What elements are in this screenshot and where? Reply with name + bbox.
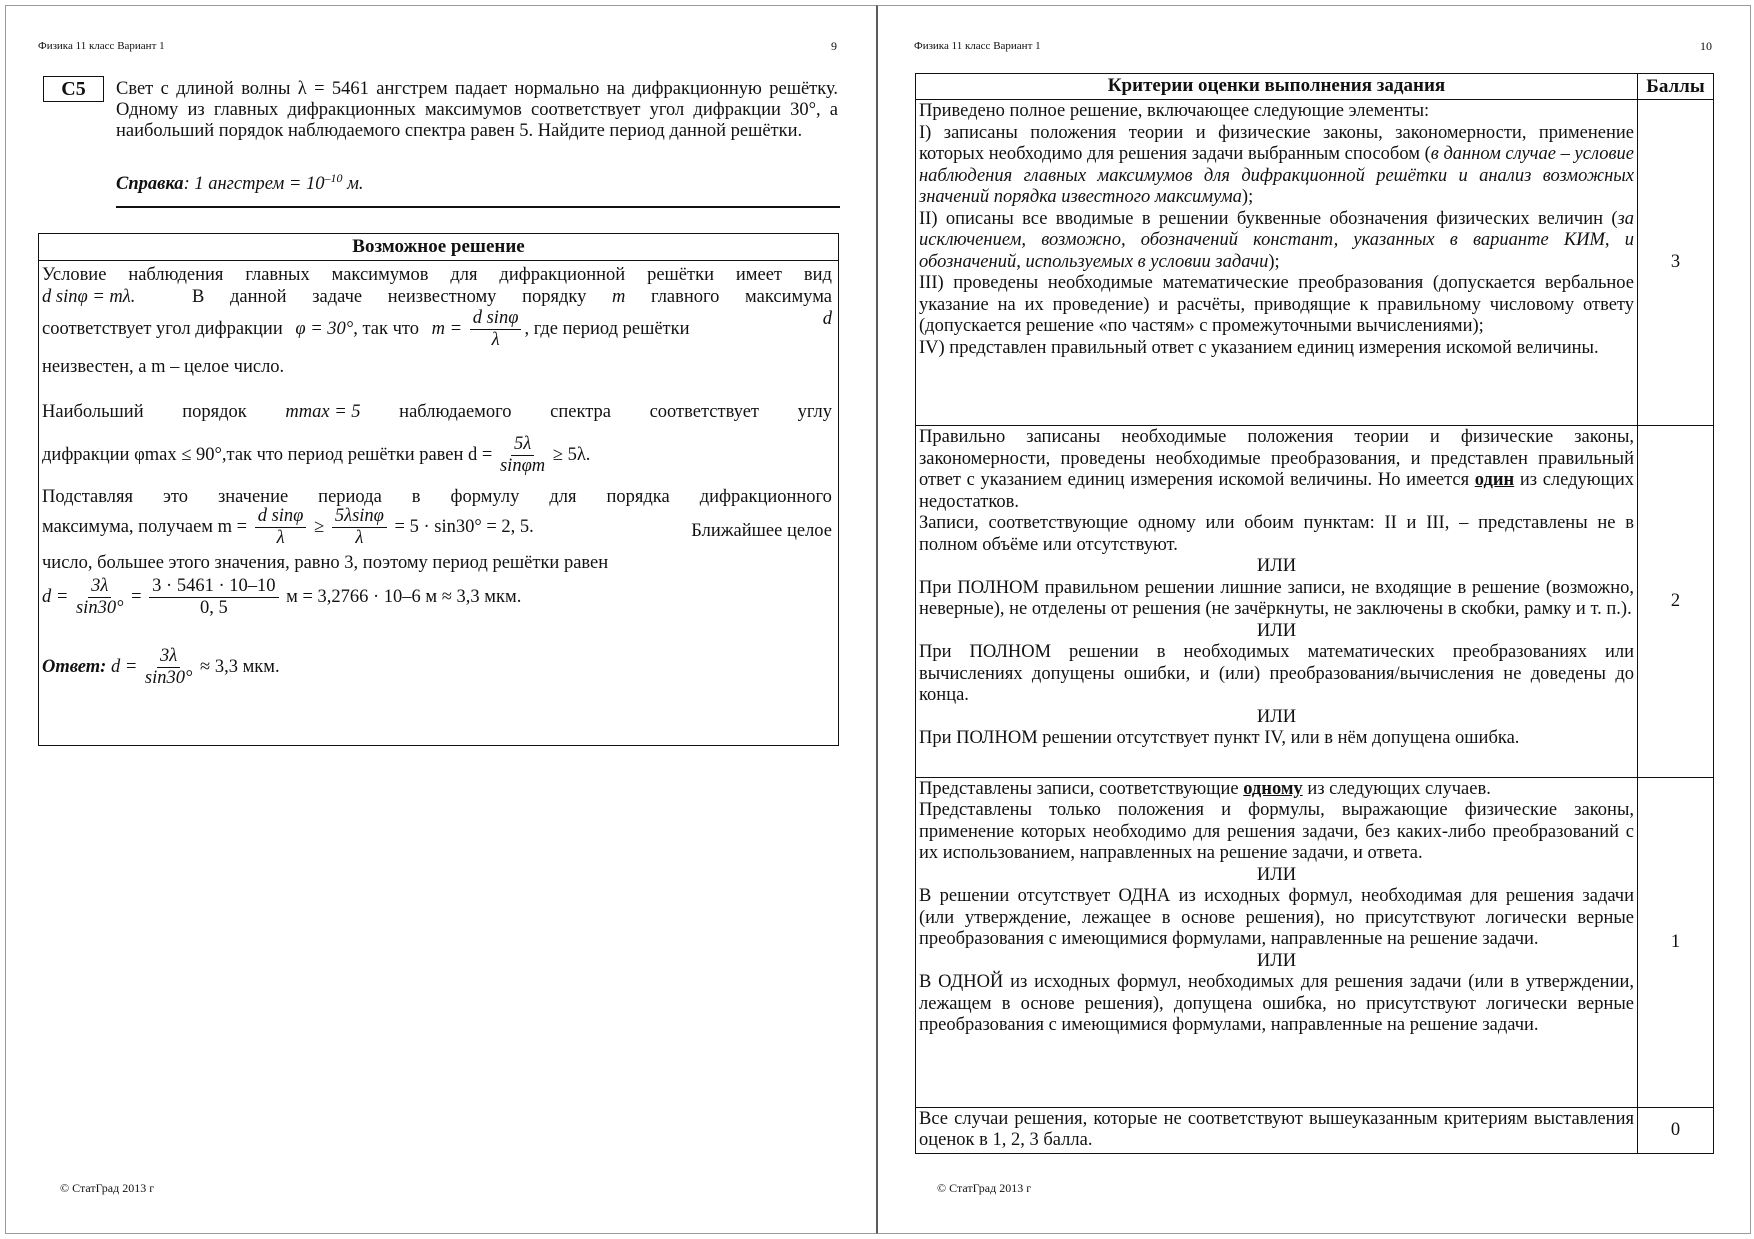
crit1-p3: В решении отсутствует ОДНА из исходных формул, необходимая для решения задачи (или утверждение, лежащее в основе решения), но присутствуют логически верные преобразования с имеющимися формулами, направленные на решение задачи. xyxy=(919,886,1634,950)
table-row xyxy=(916,100,1714,426)
l8-num2: 5λsinφ xyxy=(332,507,387,528)
l10-eq: = xyxy=(131,587,142,608)
l2-word: порядку xyxy=(522,287,587,307)
l10-d: d = xyxy=(42,587,69,608)
l2-word: максимума xyxy=(745,287,832,307)
l8-den2: λ xyxy=(355,528,364,549)
l5-word: углу xyxy=(797,402,832,422)
l2-word: m xyxy=(612,287,626,307)
l3-m: m = xyxy=(431,319,463,340)
l5-word: соответствует xyxy=(649,402,759,422)
crit3-p3-text: II) описаны все вводимые в решении буквенные обозначения физических величин ( xyxy=(919,208,1618,229)
reference-text: : 1 ангстрем = 10 xyxy=(183,174,325,195)
solution-title: Возможное решение xyxy=(39,234,838,261)
points-cell-1: 1 xyxy=(1638,777,1714,1107)
l1-word: дифракционной xyxy=(499,265,626,285)
solution-line-3 xyxy=(42,309,832,351)
points-column-header: Баллы xyxy=(1638,74,1714,100)
crit2-or-2: ИЛИ xyxy=(1256,620,1297,641)
grating-formula: d sinφ = mλ. xyxy=(42,287,136,307)
l7-word: Подставляя xyxy=(42,487,133,507)
l6-den: sinφm xyxy=(499,456,546,477)
l1-word: вид xyxy=(803,265,832,285)
l5-word: порядок xyxy=(182,402,247,422)
crit1-p4: В ОДНОЙ из исходных формул, необходимых для решения задачи (или в утверждении, лежащем в основе решения), допущена ошибка, но присутствуют логически верные преобразования с имеющимися формулами, направленные на решение задачи. xyxy=(919,972,1634,1036)
l10-fraction-2 xyxy=(149,577,278,619)
crit1-or-2: ИЛИ xyxy=(1256,950,1297,971)
crit2-p4: При ПОЛНОМ решении в необходимых математических преобразованиях или вычислениях допущены ошибки, и (или) преобразования/вычисления не доведены до конца. xyxy=(919,642,1634,706)
l1-word: главных xyxy=(245,265,310,285)
l1-word: максимумов xyxy=(331,265,429,285)
points-cell-3: 3 xyxy=(1638,100,1714,426)
l7-word: в xyxy=(411,487,421,507)
answer-num: 3λ xyxy=(157,647,180,668)
l1-word: наблюдения xyxy=(128,265,224,285)
l3-d: d xyxy=(822,309,832,329)
solution-line-9: число, большее этого значения, равно 3, поэтому период решётки равен xyxy=(42,553,609,573)
criteria-column-header: Критерии оценки выполнения задания xyxy=(916,74,1638,100)
reference-unit: м. xyxy=(342,174,364,195)
l7-word: формулу xyxy=(450,487,520,507)
task-divider xyxy=(116,206,840,208)
crit2-p5: При ПОЛНОМ решении отсутствует пункт IV, или в нём допущена ошибка. xyxy=(919,728,1520,749)
l3-num: d sinφ xyxy=(470,309,522,330)
l5-word: спектра xyxy=(550,402,611,422)
l8-fraction-1 xyxy=(255,507,307,549)
l2-word: задаче xyxy=(312,287,363,307)
crit1-p1b: из следующих случаев. xyxy=(1302,778,1491,799)
crit3-p3 xyxy=(919,209,1634,274)
l1-word: имеет xyxy=(735,265,782,285)
crit2-p3: При ПОЛНОМ правильном решении лишние записи, не входящие в решение (возможно, неверные), не отделены от решения (не зачёркнуты, не заключены в скобки, рамку и т. п.). xyxy=(919,577,1634,620)
solution-line-5 xyxy=(42,402,832,423)
l3-text-a: соответствует угол дифракции xyxy=(42,319,283,340)
crit2-or-3: ИЛИ xyxy=(1256,706,1297,727)
crit2-p1 xyxy=(919,427,1634,513)
criteria-cell-0: Все случаи решения, которые не соответствуют вышеуказанным критериям выставления оценок в 1, 2, 3 балла. xyxy=(916,1107,1638,1153)
table-row xyxy=(916,426,1714,777)
l7-word: порядка xyxy=(606,487,670,507)
table-row xyxy=(916,1107,1714,1153)
l10-den2: 0, 5 xyxy=(199,598,228,619)
answer-line xyxy=(42,647,832,689)
crit2-p2: Записи, соответствующие одному или обоим пунктам: II и III, – представлены не в полном объёме или отсутствуют. xyxy=(919,513,1634,555)
l3-fraction xyxy=(470,309,522,351)
l10-fraction-1 xyxy=(76,577,124,619)
answer-den: sin30° xyxy=(144,668,193,689)
solution-line-7 xyxy=(42,487,832,508)
criteria-table xyxy=(915,73,1714,1154)
l3-den: λ xyxy=(491,330,500,351)
l5-word: Наибольший xyxy=(42,402,144,422)
points-cell-0: 0 xyxy=(1638,1107,1714,1153)
left-page-header: Физика 11 класс Вариант 1 xyxy=(38,40,165,52)
crit3-p1: Приведено полное решение, включающее следующие элементы: xyxy=(919,101,1430,122)
solution-line-2 xyxy=(42,287,832,308)
l5-word: наблюдаемого xyxy=(399,402,512,422)
table-header-row xyxy=(916,74,1714,100)
crit1-emphasis: одному xyxy=(1243,778,1303,799)
solution-line-10 xyxy=(42,577,832,619)
l8-text-a: максимума, получаем m = xyxy=(42,517,248,538)
crit3-p2-text: I) записаны положения теории и физические законы, закономерности, применение которых необходимо для решения задачи выбранным способом ( xyxy=(919,122,1634,165)
l1-word: для xyxy=(450,265,478,285)
answer-fraction xyxy=(145,647,193,689)
l8-den1: λ xyxy=(276,528,285,549)
task-text: Свет с длиной волны λ = 5461 ангстрем падает нормально на дифракционную решётку. Одному из главных дифракционных максимумов соответствует угол дифракции 30°, а наибольший порядок наблюдаемого спектра равен 5. Найдите период данной решётки. xyxy=(116,79,838,141)
crit3-p3-italic: за исключением, возможно, обозначений констант, указанных в варианте КИМ, и обозначений, используемых в условии задачи xyxy=(919,208,1634,272)
solution-line-1 xyxy=(42,265,832,286)
solution-box xyxy=(38,233,839,746)
crit2-or-1: ИЛИ xyxy=(1256,556,1297,577)
crit3-p2-italic: в данном случае – условие наблюдения главных максимумов для дифракционной решётки и анализ возможных значений порядка известного максимума xyxy=(919,144,1634,208)
l7-word: это xyxy=(162,487,188,507)
task-reference xyxy=(116,171,364,195)
crit1-p1 xyxy=(919,779,1634,801)
reference-exponent: –10 xyxy=(324,171,343,185)
crit1-or-1: ИЛИ xyxy=(1256,864,1297,885)
left-page-footer: © СтатГрад 2013 г xyxy=(60,1181,155,1195)
crit3-p4: III) проведены необходимые математические преобразования (допускается вербальное указание на их проведение) и расчёты, приводящие к правильному числовому ответу (допускается решение «по частям» с промежуточными вычислениями); xyxy=(919,273,1634,337)
crit2-emphasis: один xyxy=(1474,470,1515,491)
left-page-number: 9 xyxy=(831,39,837,53)
l10-num1: 3λ xyxy=(88,577,111,598)
task-label: C5 xyxy=(43,76,104,102)
criteria-cell-1 xyxy=(916,777,1638,1107)
criteria-cell-2 xyxy=(916,426,1638,777)
l8-text-c: Ближайшее целое xyxy=(691,521,832,541)
l10-text-b: м = 3,2766 · 10–6 м ≈ 3,3 мкм. xyxy=(286,587,522,608)
l1-word: решётки xyxy=(647,265,714,285)
crit3-p5: IV) представлен правильный ответ с указанием единиц измерения искомой величины. xyxy=(919,337,1599,358)
solution-line-8 xyxy=(42,507,832,549)
points-cell-2: 2 xyxy=(1638,426,1714,777)
answer-value: ≈ 3,3 мкм. xyxy=(200,657,280,678)
crit2-p1b: из следующих недостатков. xyxy=(919,470,1634,512)
crit3-p2 xyxy=(919,123,1634,209)
crit3-p3-end: ); xyxy=(1268,251,1280,272)
crit3-p2-end: ); xyxy=(1241,187,1254,208)
l6-num: 5λ xyxy=(511,435,534,456)
l7-word: периода xyxy=(318,487,382,507)
l3-text-b: , так что xyxy=(353,319,419,340)
l6-text-b: ≥ 5λ. xyxy=(552,445,591,466)
l6-text-a: дифракции φmax ≤ 90°,так что период решётки равен d = xyxy=(42,445,493,466)
right-page-header: Физика 11 класс Вариант 1 xyxy=(914,40,1041,52)
l1-word: Условие xyxy=(42,265,107,285)
l7-word: для xyxy=(549,487,577,507)
l7-word: значение xyxy=(217,487,289,507)
l5-word: mmax = 5 xyxy=(285,402,361,422)
l2-word: неизвестному xyxy=(387,287,497,307)
l2-word: главного xyxy=(651,287,720,307)
right-page-footer: © СтатГрад 2013 г xyxy=(937,1181,1032,1195)
l8-fraction-2 xyxy=(332,507,387,549)
l10-num2: 3 · 5461 · 10–10 xyxy=(149,577,278,598)
l8-text-b: = 5 · sin30° = 2, 5. xyxy=(394,517,534,538)
crit2-p1a: Правильно записаны необходимые положения теории и физические законы, закономерности, проведены необходимые преобразования, и представлен правильный ответ с указанием единиц измерения искомой величины. Но имеется xyxy=(919,427,1634,491)
table-row xyxy=(916,777,1714,1107)
crit1-p2: Представлены только положения и формулы, выражающие физические законы, применение которых необходимо для решения задачи, без каких-либо преобразований с их использованием, направленных на решение задачи, и ответа. xyxy=(919,800,1634,864)
l3-text-c: , где период решётки xyxy=(524,319,690,340)
answer-label: Ответ: xyxy=(42,657,107,678)
l2-word: В xyxy=(192,287,205,307)
answer-d: d = xyxy=(110,657,138,678)
l3-phi: φ = 30° xyxy=(295,319,354,340)
solution-line-4: неизвестен, а m – целое число. xyxy=(42,357,285,377)
criteria-cell-3 xyxy=(916,100,1638,426)
l7-word: дифракционного xyxy=(699,487,832,507)
reference-label: Справка xyxy=(116,174,184,195)
l6-fraction xyxy=(500,435,545,477)
l2-word: данной xyxy=(229,287,287,307)
solution-line-6 xyxy=(42,435,832,477)
l8-ge: ≥ xyxy=(314,517,325,538)
right-page-number: 10 xyxy=(1700,39,1712,53)
l8-num1: d sinφ xyxy=(255,507,307,528)
l10-den1: sin30° xyxy=(75,598,124,619)
crit1-p1a: Представлены записи, соответствующие xyxy=(919,778,1244,799)
